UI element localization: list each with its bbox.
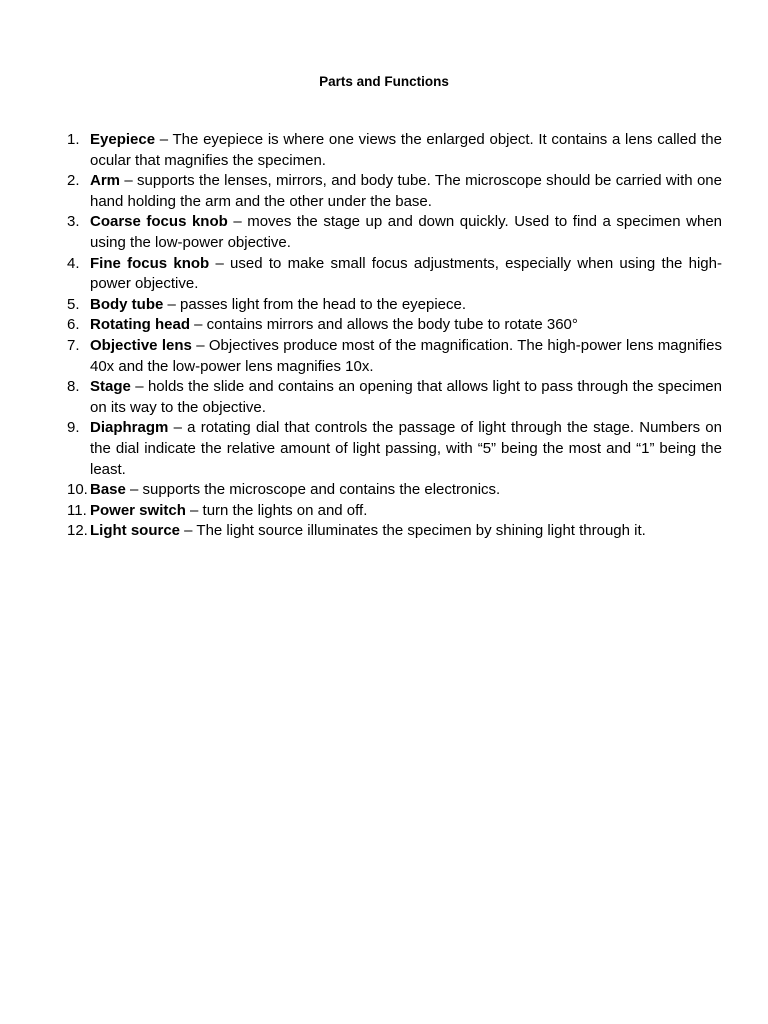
item-number: 2. — [67, 172, 80, 190]
list-item-diaphragm — [67, 418, 722, 480]
item-term: Objective lens — [90, 336, 192, 354]
item-term: Rotating head — [90, 316, 190, 334]
list-item-body-tube — [67, 295, 722, 316]
item-term: Stage — [90, 378, 131, 396]
item-description: – a rotating dial that controls the passage of light through the stage. Numbers on the dial indicate the relative amount of light passing, with “5” being the most and “1” being the least. — [90, 419, 722, 478]
item-text — [90, 295, 722, 316]
list-item-coarse-focus-knob — [67, 212, 722, 253]
item-description: – The eyepiece is where one views the enlarged object. It contains a lens called the ocular that magnifies the specimen. — [90, 131, 722, 169]
list-item-rotating-head — [67, 315, 722, 336]
item-number: 7. — [67, 336, 80, 354]
item-description: – contains mirrors and allows the body tube to rotate 360° — [190, 316, 578, 334]
item-term: Eyepiece — [90, 131, 156, 148]
item-text — [90, 377, 722, 418]
item-number: 1. — [67, 131, 80, 148]
item-number: 12. — [67, 522, 88, 540]
page-title: Parts and Functions — [319, 74, 449, 89]
item-text — [90, 480, 722, 501]
parts-list — [67, 130, 722, 542]
item-description: – passes light from the head to the eyepiece. — [163, 295, 467, 313]
item-text — [90, 336, 722, 377]
item-number: 5. — [67, 295, 80, 313]
item-text — [90, 254, 722, 295]
item-number: 9. — [67, 419, 80, 437]
item-description: – supports the microscope and contains the electronics. — [125, 481, 501, 499]
item-description: – moves the stage up and down quickly. Used to find a specimen when using the low-power objective. — [90, 213, 723, 251]
item-number: 6. — [67, 316, 80, 334]
list-item-arm — [67, 171, 722, 212]
item-number: 10. — [67, 481, 88, 499]
item-text — [90, 212, 722, 253]
item-text — [90, 130, 722, 171]
list-item-light-source — [67, 521, 722, 542]
item-term: Light source — [90, 522, 181, 540]
item-term: Fine focus knob — [90, 254, 210, 272]
list-item-power-switch — [67, 501, 722, 522]
list-item-objective-lens — [67, 336, 722, 377]
item-text — [90, 171, 722, 212]
item-text — [90, 315, 722, 336]
item-number: 3. — [67, 213, 80, 231]
item-text — [90, 501, 722, 522]
item-term: Body tube — [90, 295, 164, 313]
list-item-stage — [67, 377, 722, 418]
list-item-fine-focus-knob — [67, 254, 722, 295]
item-term: Arm — [90, 172, 121, 190]
item-description: – used to make small focus adjustments, especially when using the high-power objective. — [90, 254, 722, 293]
item-number: 8. — [67, 378, 80, 396]
item-text — [90, 418, 722, 480]
item-term: Coarse focus knob — [90, 213, 228, 231]
item-term: Diaphragm — [90, 419, 169, 437]
item-text — [90, 521, 722, 542]
list-item-eyepiece — [67, 130, 722, 171]
item-description: – supports the lenses, mirrors, and body tube. The microscope should be carried with one hand holding the arm and the other under the base. — [90, 172, 722, 210]
item-number: 11. — [67, 501, 87, 519]
item-description: – holds the slide and contains an opening that allows light to pass through the specimen on its way to the objective. — [90, 378, 722, 416]
list-item-base — [67, 480, 722, 501]
item-term: Base — [90, 481, 126, 499]
item-term: Power switch — [90, 501, 186, 519]
item-description: – turn the lights on and off. — [185, 501, 368, 519]
item-number: 4. — [67, 254, 80, 272]
item-description: – The light source illuminates the specimen by shining light through it. — [180, 522, 646, 540]
item-description: – Objectives produce most of the magnification. The high-power lens magnifies 40x and the low-power lens magnifies 10x. — [90, 336, 722, 375]
